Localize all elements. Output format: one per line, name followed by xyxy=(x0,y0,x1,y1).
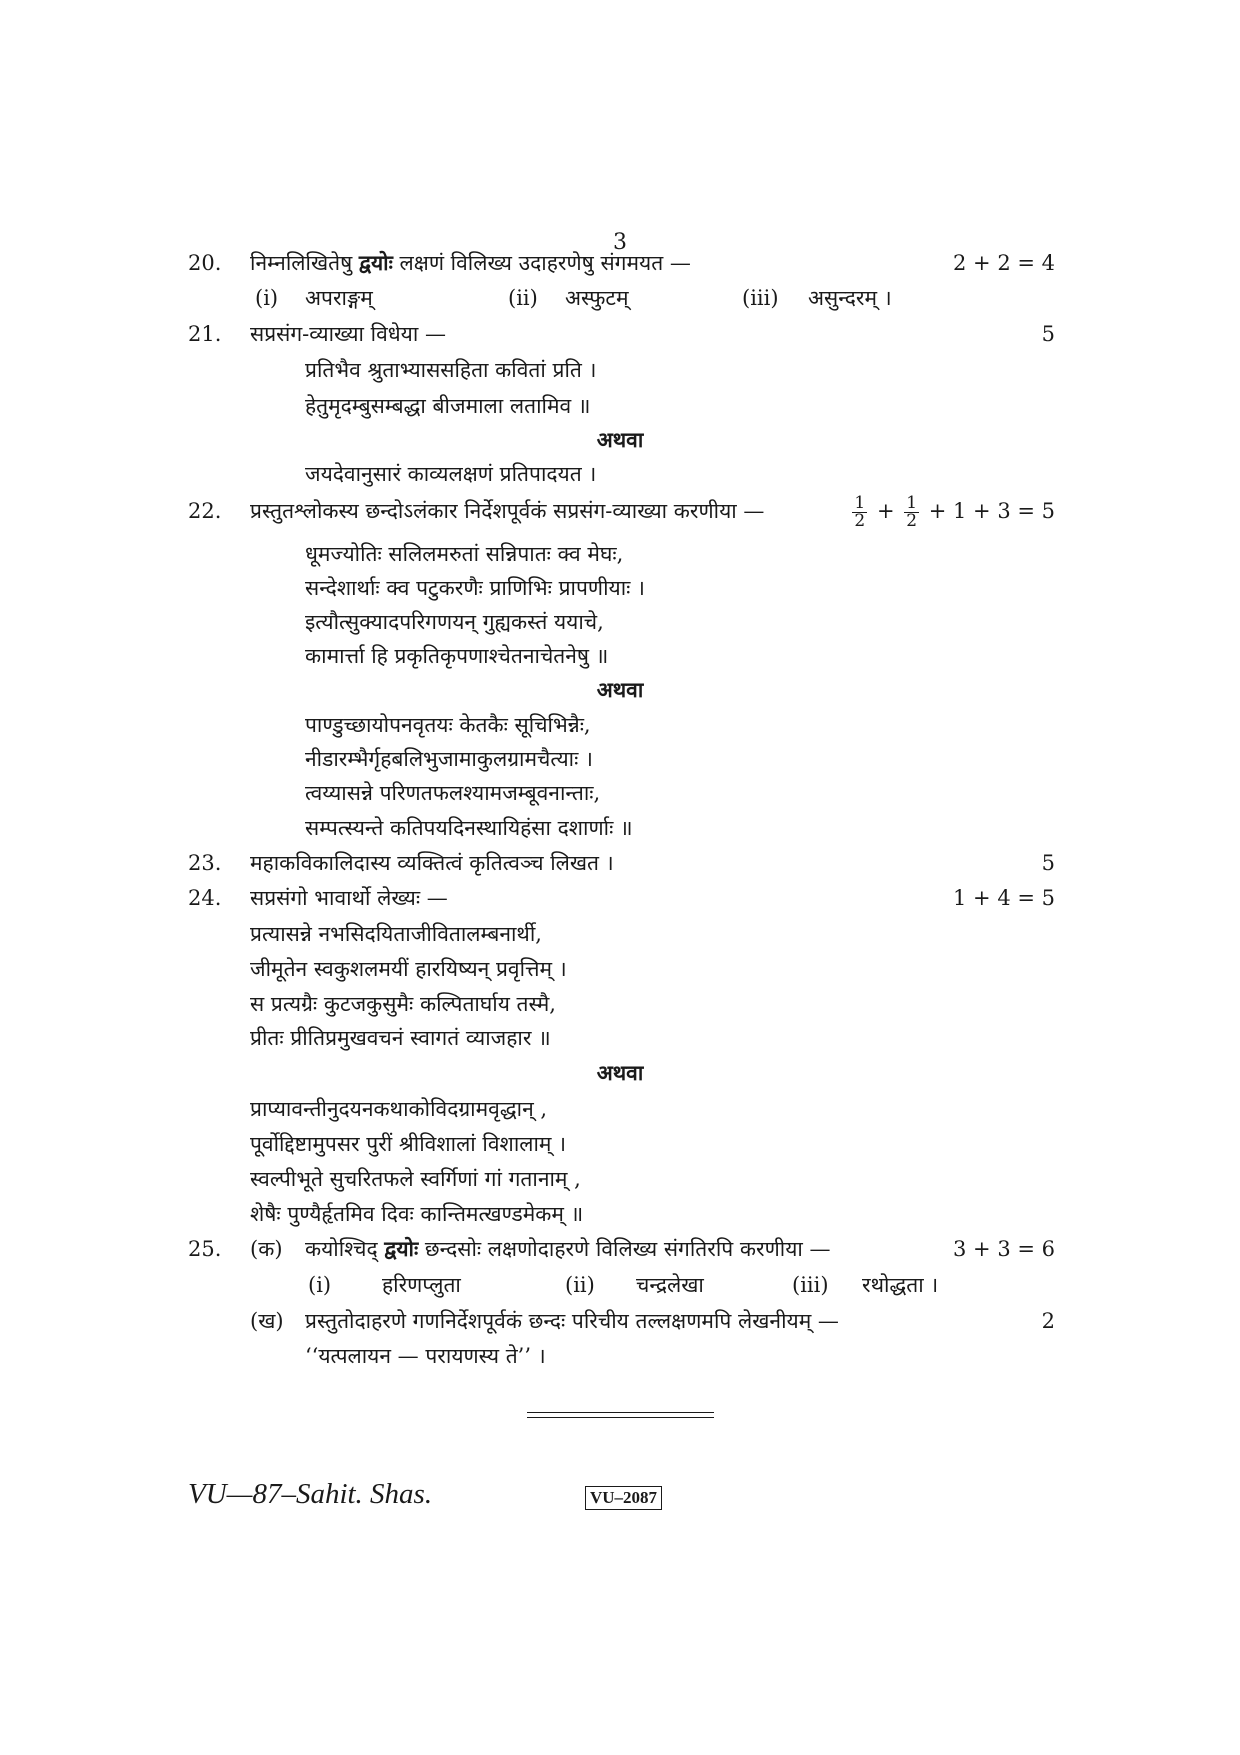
question-number: 23. xyxy=(188,851,222,875)
question-20-options xyxy=(0,280,1240,316)
verse-text: पूर्वोद्दिष्टामुपसर पुरीं श्रीविशालां विशालाम् । xyxy=(250,1132,567,1156)
example-line xyxy=(0,1338,1240,1374)
question-text: प्रस्तुतोदाहरणे गणनिर्देशपूर्वकं छन्दः परिचीय तल्लक्षणमपि लेखनीयम् — xyxy=(305,1309,839,1333)
marks-operator: + xyxy=(876,499,895,523)
verse-text: प्रीतः प्रीतिप्रमुखवचनं स्वागतं व्याजहार ॥ xyxy=(250,1026,551,1050)
question-number: 22. xyxy=(188,499,222,523)
verse-text: इत्यौत्सुक्यादपरिगणयन् गुह्यकस्तं ययाचे, xyxy=(305,610,604,634)
verse-line xyxy=(0,810,1240,846)
question-text-bold: द्वयोः xyxy=(384,1236,419,1261)
verse-line xyxy=(0,1161,1240,1197)
marks: 1 + 4 = 5 xyxy=(953,886,1055,910)
question-25-options xyxy=(0,1267,1240,1303)
option-label: (i) xyxy=(308,1273,332,1297)
question-number: 21. xyxy=(188,322,222,346)
question-25 xyxy=(0,1231,1240,1267)
verse-line xyxy=(0,536,1240,572)
question-text-part: कयोश्चिद् xyxy=(305,1237,385,1261)
fraction-denominator: 2 xyxy=(906,511,918,531)
marks: 2 xyxy=(1041,1309,1055,1333)
verse-text: शेषैः पुण्यैर्हृतमिव दिवः कान्तिमत्खण्डमेकम् ॥ xyxy=(250,1202,584,1226)
or-separator xyxy=(0,422,1240,458)
verse-line xyxy=(0,604,1240,640)
question-text-part: निम्नलिखितेषु xyxy=(250,251,359,275)
verse-line xyxy=(0,707,1240,743)
question-text-part: छन्दसोः लक्षणोदाहरणे विलिख्य संगतिरपि करणीया — xyxy=(418,1237,831,1261)
question-text xyxy=(250,245,691,281)
question-23 xyxy=(0,845,1240,881)
verse-text: स प्रत्यग्रैः कुटजकुसुमैः कल्पितार्घाय तस्मै, xyxy=(250,992,556,1016)
verse-line xyxy=(0,1126,1240,1162)
verse-text: सम्पत्स्यन्ते कतिपयदिनस्थायिहंसा दशार्णाः ॥ xyxy=(305,816,633,840)
question-text: सप्रसंग-व्याख्या विधेया — xyxy=(250,322,446,346)
marks-fraction xyxy=(904,495,919,530)
verse-line xyxy=(0,1196,1240,1232)
verse-text: धूमज्योतिः सलिलमरुतां सन्निपातः क्व मेघः, xyxy=(305,542,624,566)
or-separator xyxy=(0,1055,1240,1091)
option-text: चन्द्रलेखा xyxy=(636,1273,704,1297)
option-label: (i) xyxy=(255,286,279,310)
question-25-b xyxy=(0,1303,1240,1339)
verse-text: जीमूतेन स्वकुशलमयीं हारयिष्यन् प्रवृत्तिम् । xyxy=(250,957,567,981)
option-label: (ii) xyxy=(508,286,538,310)
question-24 xyxy=(0,880,1240,916)
verse-text: स्वल्पीभूते सुचरितफले स्वर्गिणां गां गतानाम् , xyxy=(250,1167,581,1191)
end-rule-bottom xyxy=(527,1417,714,1418)
marks-tail: + 1 + 3 = 5 xyxy=(928,499,1055,523)
question-22 xyxy=(0,493,1240,529)
verse-text: प्राप्यावन्तीनुदयनकथाकोविदग्रामवृद्धान् , xyxy=(250,1097,548,1121)
option-text: रथोद्धता । xyxy=(862,1273,939,1297)
verse-text: हेतुमृदम्बुसम्बद्धा बीजमाला लतामिव ॥ xyxy=(305,394,591,418)
question-20 xyxy=(0,245,1240,281)
verse-text: प्रतिभैव श्रुताभ्याससहिता कवितां प्रति । xyxy=(305,358,597,382)
paper-code-box: VU–2087 xyxy=(585,1486,662,1510)
verse-line xyxy=(0,916,1240,952)
option-label: (iii) xyxy=(742,286,779,310)
example-text: ‘‘यत्पलायन — परायणस्य ते’’ । xyxy=(305,1344,546,1368)
option-label: (ii) xyxy=(565,1273,595,1297)
fraction-numerator: 1 xyxy=(906,493,918,513)
page-number: 3 xyxy=(613,230,627,255)
question-text: महाकविकालिदास्य व्यक्तित्वं कृतित्वञ्च लिखत । xyxy=(250,851,614,875)
verse-text: प्रत्यासन्ने नभसिदयिताजीवितालम्बनार्थी, xyxy=(250,922,542,946)
option-text: अस्फुटम् xyxy=(565,286,629,310)
question-text xyxy=(305,1231,831,1267)
question-21 xyxy=(0,316,1240,352)
question-text: सप्रसंगो भावार्थो लेख्यः — xyxy=(250,886,448,910)
marks: 5 xyxy=(1041,322,1055,346)
or-label: अथवा xyxy=(596,1060,644,1085)
verse-line xyxy=(0,388,1240,424)
or-separator xyxy=(0,672,1240,708)
end-rule-top xyxy=(527,1412,714,1413)
verse-line xyxy=(0,638,1240,674)
question-text-bold: द्वयोः xyxy=(358,250,393,275)
verse-text: पाण्डुच्छायोपनवृतयः केतकैः सूचिभिन्नैः, xyxy=(305,713,591,737)
marks-fraction xyxy=(852,495,867,530)
option-label: (iii) xyxy=(792,1273,829,1297)
subquestion-label: (ख) xyxy=(250,1309,284,1333)
marks: 3 + 3 = 6 xyxy=(953,1237,1055,1261)
question-number: 20. xyxy=(188,251,222,275)
verse-text: त्वय्यासन्ने परिणतफलश्यामजम्बूवनान्ताः, xyxy=(305,781,601,805)
verse-text: कामार्त्ता हि प्रकृतिकृपणाश्चेतनाचेतनेषु ॥ xyxy=(305,644,609,668)
marks xyxy=(849,493,1055,530)
subquestion-label: (क) xyxy=(250,1237,283,1261)
verse-line xyxy=(0,741,1240,777)
verse-line xyxy=(0,1091,1240,1127)
question-text-part: लक्षणं विलिख्य उदाहरणेषु संगमयत — xyxy=(392,251,691,275)
verse-text: सन्देशार्थाः क्व पटुकरणैः प्राणिभिः प्रापणीयाः । xyxy=(305,576,646,600)
or-label: अथवा xyxy=(596,677,644,702)
or-label: अथवा xyxy=(596,427,644,452)
question-text: प्रस्तुतश्लोकस्य छन्दोऽलंकार निर्देशपूर्वकं सप्रसंग-व्याख्या करणीया — xyxy=(250,499,765,523)
verse-line xyxy=(0,951,1240,987)
verse-line xyxy=(0,352,1240,388)
question-number: 24. xyxy=(188,886,222,910)
paper-name: VU—87–Sahit. Shas. xyxy=(188,1478,433,1510)
verse-line xyxy=(0,986,1240,1022)
verse-text: नीडारम्भैर्गृहबलिभुजामाकुलग्रामचैत्याः । xyxy=(305,747,593,771)
marks: 5 xyxy=(1041,851,1055,875)
fraction-denominator: 2 xyxy=(854,511,866,531)
option-text: हरिणप्लुता xyxy=(382,1273,461,1297)
verse-line xyxy=(0,775,1240,811)
alternative-text: जयदेवानुसारं काव्यलक्षणं प्रतिपादयत । xyxy=(305,462,597,486)
alternative-question xyxy=(0,456,1240,492)
option-text: असुन्दरम् । xyxy=(808,286,892,310)
verse-line xyxy=(0,1020,1240,1056)
question-number: 25. xyxy=(188,1237,222,1261)
marks: 2 + 2 = 4 xyxy=(953,251,1055,275)
option-text: अपराङ्गम् xyxy=(305,286,373,310)
fraction-numerator: 1 xyxy=(854,493,866,513)
verse-line xyxy=(0,570,1240,606)
